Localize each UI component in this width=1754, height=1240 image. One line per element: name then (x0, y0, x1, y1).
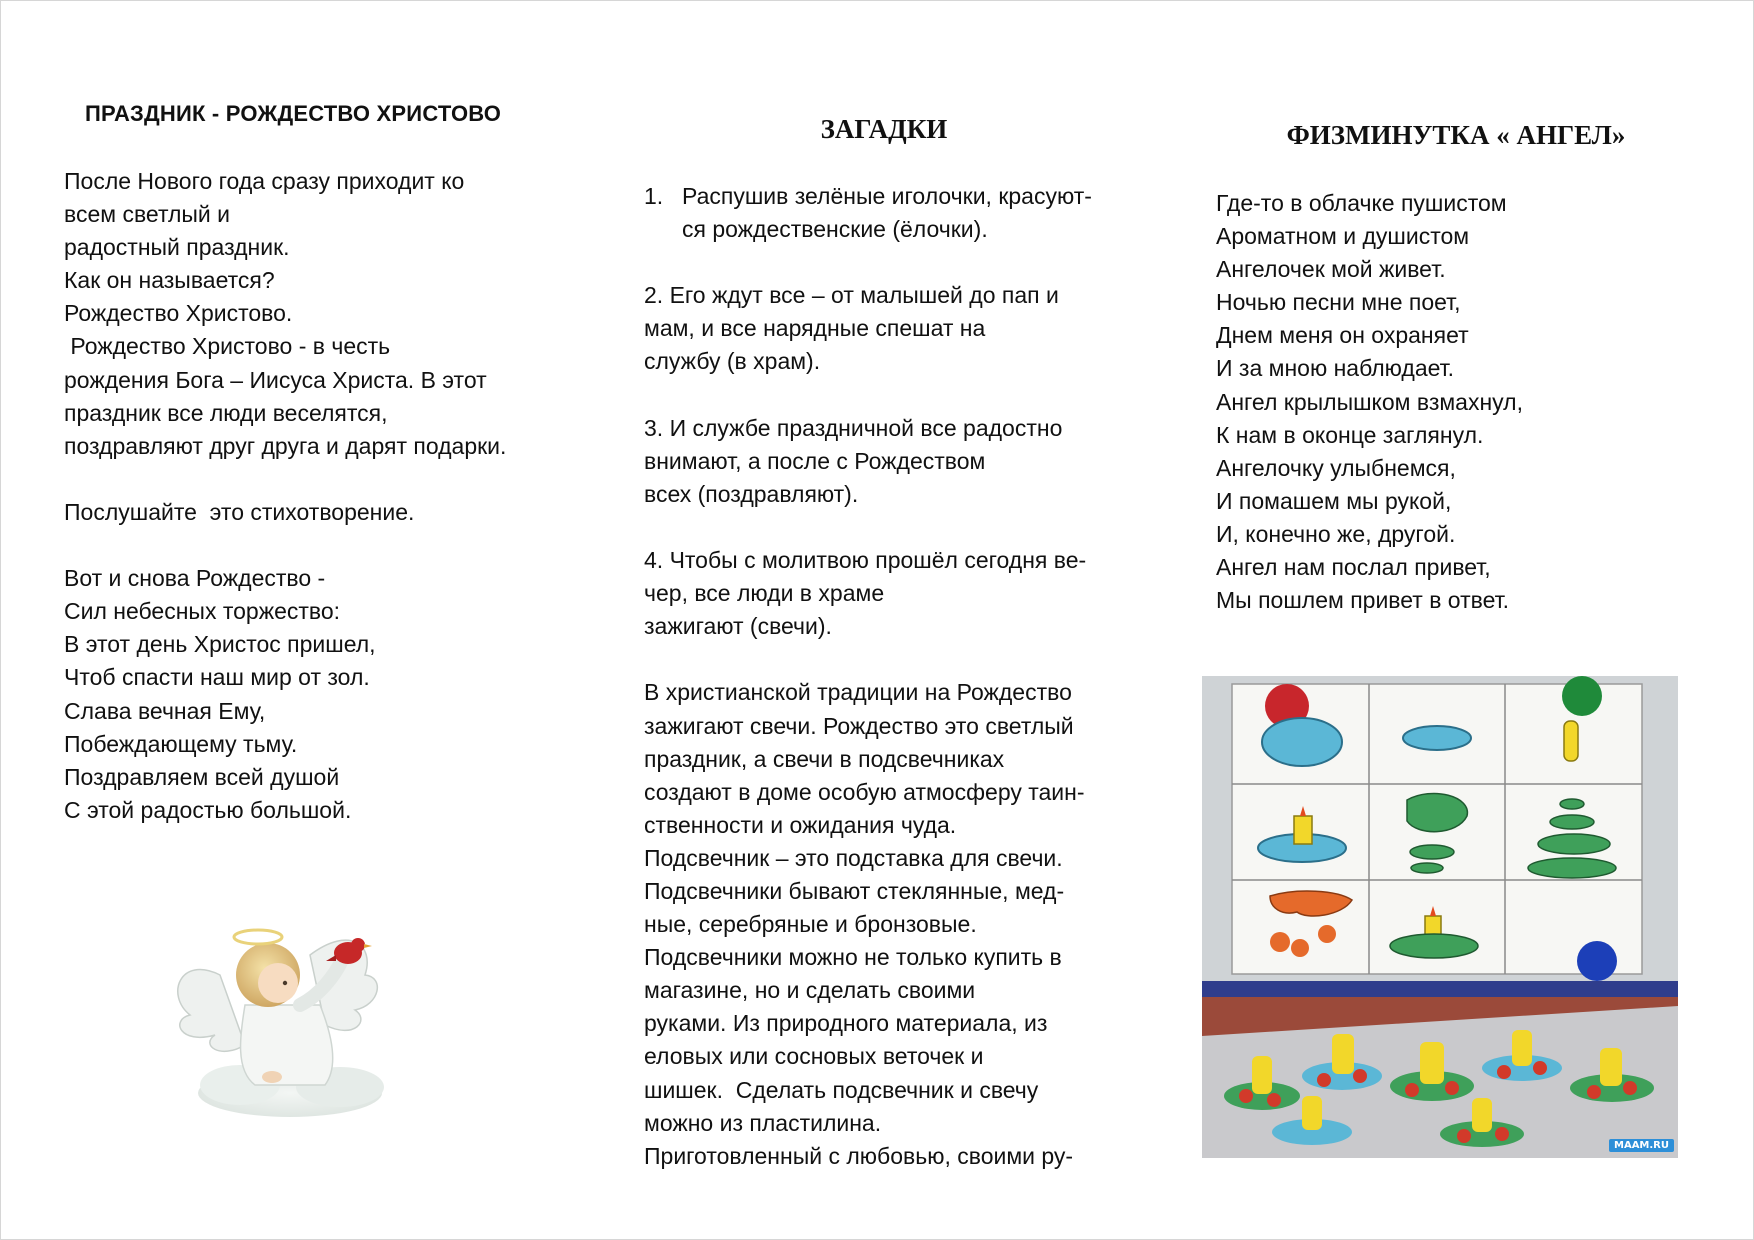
right-poem-line: Ангел нам послал привет, (1216, 554, 1491, 581)
left-poem-line: Слава вечная Ему, (64, 697, 266, 724)
middle-text-line: Подсвечник – это подставка для свечи. (644, 844, 1063, 871)
left-p1-line: Как он называется? (64, 267, 275, 294)
middle-title: ЗАГАДКИ (820, 114, 948, 144)
middle-text-line: руками. Из природного материала, из (644, 1010, 1048, 1037)
right-poem-line: И за мною наблюдает. (1216, 355, 1455, 382)
middle-text-line: можно из пластилина. (644, 1109, 882, 1136)
riddle-1-number: 1. (644, 183, 664, 209)
left-poem-line: Поздравляем всей душой (64, 763, 340, 790)
right-poem-line: К нам в оконце заглянул. (1216, 421, 1484, 448)
riddle-3-line: всех (поздравляют). (644, 480, 859, 507)
middle-body (644, 180, 1144, 1173)
right-body (1216, 187, 1696, 617)
angel-illustration (160, 905, 430, 1125)
riddle-1-line (644, 213, 1144, 246)
middle-text-line: ные, серебряные и бронзовые. (644, 911, 977, 938)
middle-text-line: еловых или сосновых веточек и (644, 1043, 984, 1070)
riddle-4-line: зажигают (свечи). (644, 613, 832, 640)
left-poem-line: Побеждающему тьму. (64, 730, 298, 757)
riddle-3-line: внимают, а после с Рождеством (644, 447, 986, 474)
riddle-1-text: Распушив зелёные иголочки, красуют- (682, 183, 1092, 209)
riddle-2-line: мам, и все нарядные спешат на (644, 315, 986, 342)
right-poem-line: Ночью песни мне поет, (1216, 289, 1461, 316)
right-poem-line: Днем меня он охраняет (1216, 322, 1469, 349)
middle-text-line: шишек. Сделать подсвечник и свечу (644, 1076, 1039, 1103)
left-p1-line: После Нового года сразу приходит ко (64, 168, 465, 194)
left-p1-line: праздник все люди веселятся, (64, 399, 388, 426)
middle-text-line: Подсвечники можно не только купить в (644, 944, 1062, 971)
riddle-1-line (644, 180, 1144, 213)
right-poem-line: Ангел крылышком взмахнул, (1216, 388, 1523, 415)
left-p1-line: всем светлый и (64, 201, 231, 228)
riddle-3-line: 3. И службе праздничной все радостно (644, 414, 1063, 441)
right-poem-line: Ангелочек мой живет. (1216, 256, 1446, 283)
candles-photo (1202, 676, 1678, 1158)
left-title: ПРАЗДНИК - РОЖДЕСТВО ХРИСТОВО (85, 101, 502, 126)
right-poem-line: Где-то в облачке пушистом (1216, 190, 1507, 216)
right-poem-line: Ангелочку улыбнемся, (1216, 454, 1456, 481)
left-poem-line: В этот день Христос пришел, (64, 631, 376, 658)
middle-text-line: В христианской традиции на Рождество (644, 679, 1072, 706)
left-poem-line: Чтоб спасти наш мир от зол. (64, 664, 370, 691)
right-poem-line: Мы пошлем привет в ответ. (1216, 587, 1509, 614)
left-p1-line: Рождество Христово - в честь (64, 333, 391, 360)
riddle-4-line: 4. Чтобы с молитвою прошёл сегодня ве- (644, 547, 1087, 574)
right-title: ФИЗМИНУТКА « АНГЕЛ» (1286, 120, 1626, 150)
middle-text-line: создают в доме особую атмосферу таин- (644, 778, 1085, 805)
left-poem-line: Вот и снова Рождество - (64, 565, 326, 592)
candles-photo-drawing (1202, 676, 1678, 1158)
riddle-4-line: чер, все люди в храме (644, 580, 885, 607)
left-p1-line: Рождество Христово. (64, 300, 293, 327)
riddle-2-line: 2. Его ждут все – от малышей до пап и (644, 282, 1059, 309)
left-poem-line: Сил небесных торжество: (64, 598, 341, 625)
left-p1-line: рождения Бога – Иисуса Христа. В этот (64, 366, 487, 393)
left-p1-line: радостный праздник. (64, 234, 290, 261)
left-p1-line: поздравляют друг друга и дарят подарки. (64, 432, 507, 459)
right-poem-line: И помашем мы рукой, (1216, 487, 1452, 514)
middle-text-line: праздник, а свечи в подсвечниках (644, 745, 1005, 772)
photo-watermark-badge: MAAM.RU (1609, 1139, 1674, 1152)
left-listen-line: Послушайте это стихотворение. (64, 498, 415, 525)
middle-text-line: Приготовленный с любовью, своими ру- (644, 1142, 1074, 1169)
riddle-1-text: ся рождественские (ёлочки). (682, 216, 988, 243)
middle-text-line: ственности и ожидания чуда. (644, 811, 957, 838)
middle-text-line: зажигают свечи. Рождество это светлый (644, 712, 1074, 739)
right-poem-line: Ароматном и душистом (1216, 223, 1470, 250)
riddle-2-line: службу (в храм). (644, 348, 821, 375)
left-body (64, 165, 506, 827)
left-poem-line: С этой радостью большой. (64, 796, 352, 823)
middle-text-line: Подсвечники бывают стеклянные, мед- (644, 877, 1065, 904)
right-poem-line: И, конечно же, другой. (1216, 520, 1456, 547)
middle-text-line: магазине, но и сделать своими (644, 977, 976, 1004)
